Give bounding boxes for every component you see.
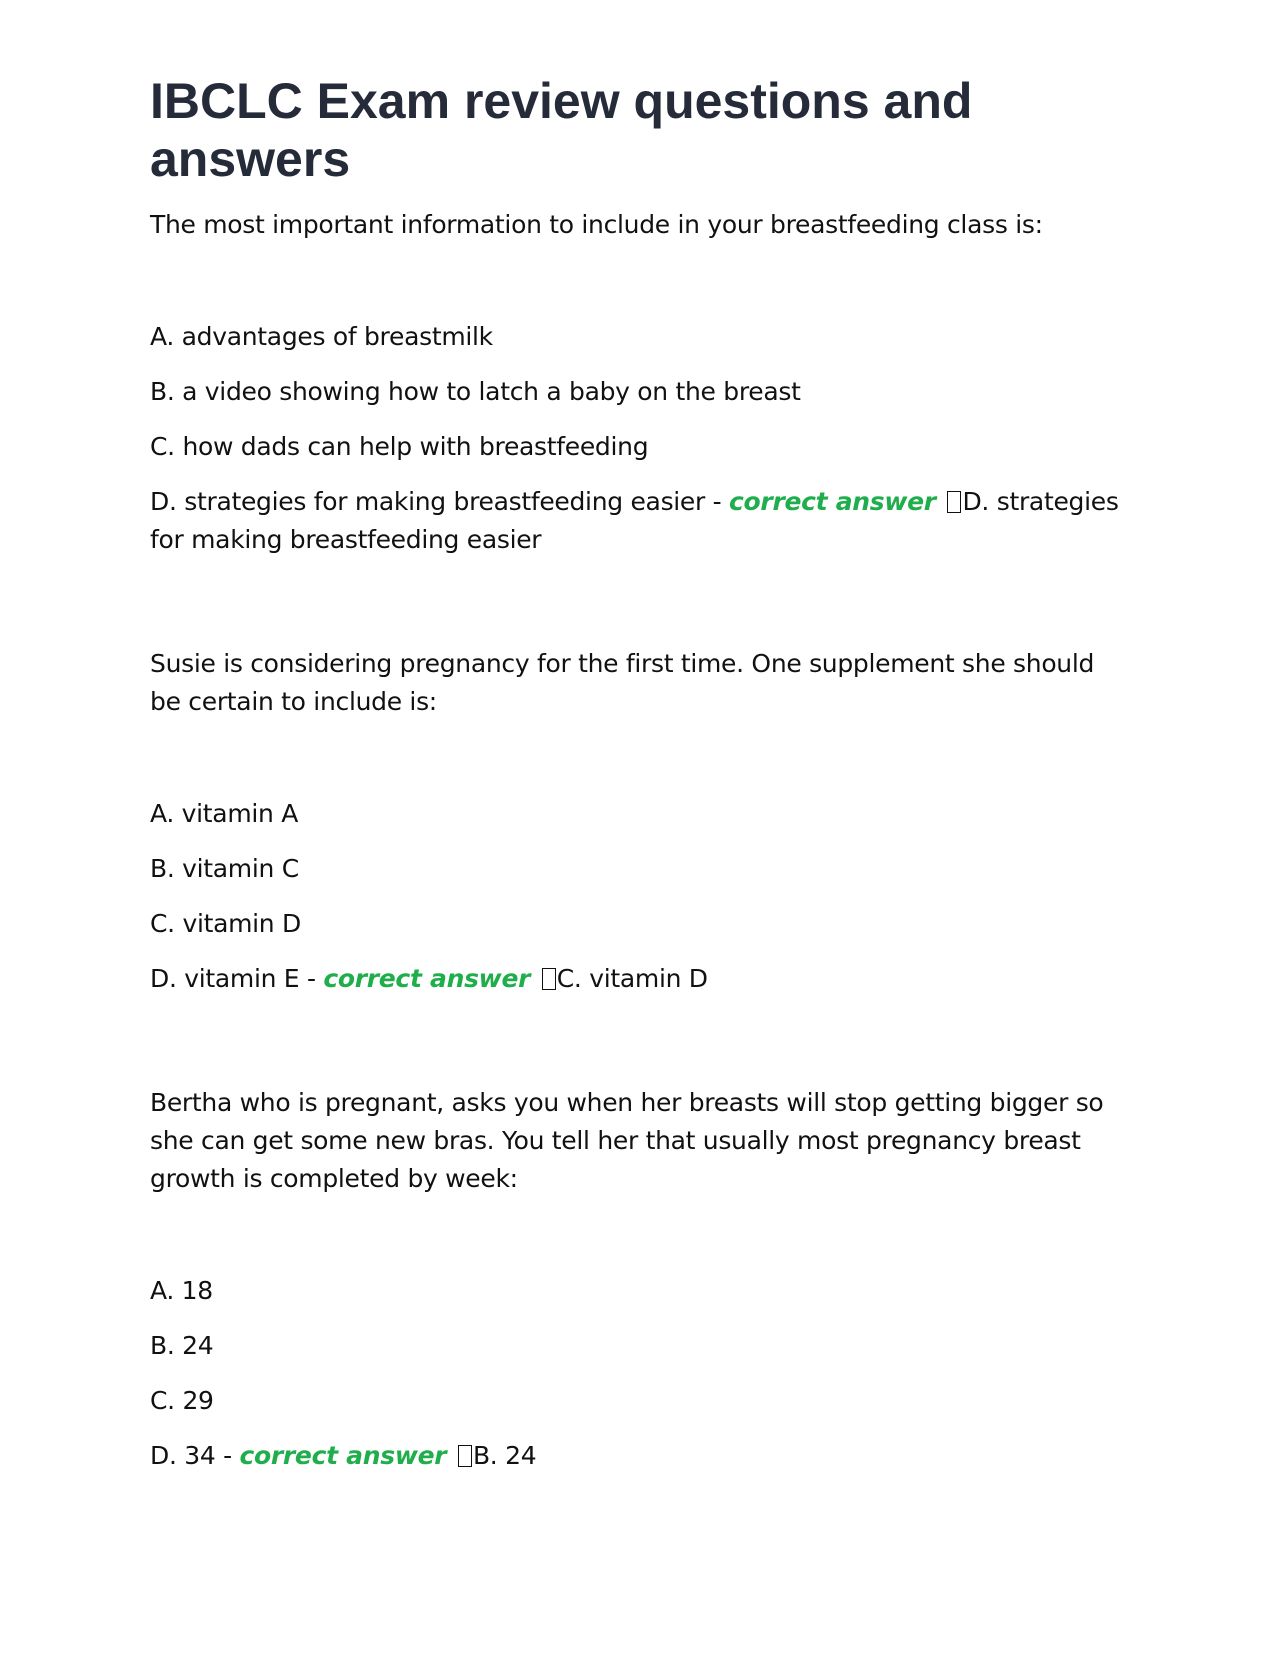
document-page	[150, 72, 1130, 1561]
answer-separator: -	[215, 1441, 240, 1470]
option-c: C. 29	[150, 1386, 214, 1415]
question-text: Bertha who is pregnant, asks you when her breasts will stop getting bigger so she can get some new bras. You tell her that usually most pregnancy breast growth is completed by week:	[150, 1088, 1104, 1193]
option-b: B. vitamin C	[150, 854, 299, 883]
correct-answer-label: correct answer	[729, 487, 936, 516]
question-text: Susie is considering pregnancy for the first time. One supplement she should be certain to include is:	[150, 649, 1095, 716]
option-d: D. vitamin E	[150, 964, 300, 993]
answer-separator: -	[705, 487, 730, 516]
missing-glyph-box-icon	[947, 491, 961, 513]
option-d-with-answer	[150, 483, 1130, 559]
answer-text: C. vitamin D	[556, 964, 708, 993]
option-d-with-answer	[150, 960, 1130, 998]
option-d: D. 34	[150, 1441, 216, 1470]
page-title: IBCLC Exam review questions and answers	[150, 73, 973, 187]
option-c: C. how dads can help with breastfeeding	[150, 432, 649, 461]
question-block-2	[150, 645, 1130, 998]
option-b: B. 24	[150, 1331, 214, 1360]
option-a: A. 18	[150, 1276, 213, 1305]
option-d-with-answer	[150, 1437, 1130, 1475]
option-a: A. advantages of breastmilk	[150, 322, 493, 351]
option-a: A. vitamin A	[150, 799, 299, 828]
answer-text: D. strategies for making breastfeeding easier	[150, 487, 1119, 554]
answer-separator: -	[299, 964, 324, 993]
question-block-1	[150, 206, 1130, 559]
missing-glyph-box-icon	[542, 968, 556, 990]
correct-answer-label: correct answer	[323, 964, 531, 993]
question-text: The most important information to include in your breastfeeding class is:	[150, 210, 1043, 239]
correct-answer-label: correct answer	[239, 1441, 447, 1470]
question-block-3	[150, 1084, 1130, 1475]
missing-glyph-box-icon	[458, 1445, 472, 1467]
option-d: D. strategies for making breastfeeding easier	[150, 487, 705, 516]
answer-text: B. 24	[472, 1441, 537, 1470]
option-b: B. a video showing how to latch a baby on the breast	[150, 377, 801, 406]
option-c: C. vitamin D	[150, 909, 301, 938]
